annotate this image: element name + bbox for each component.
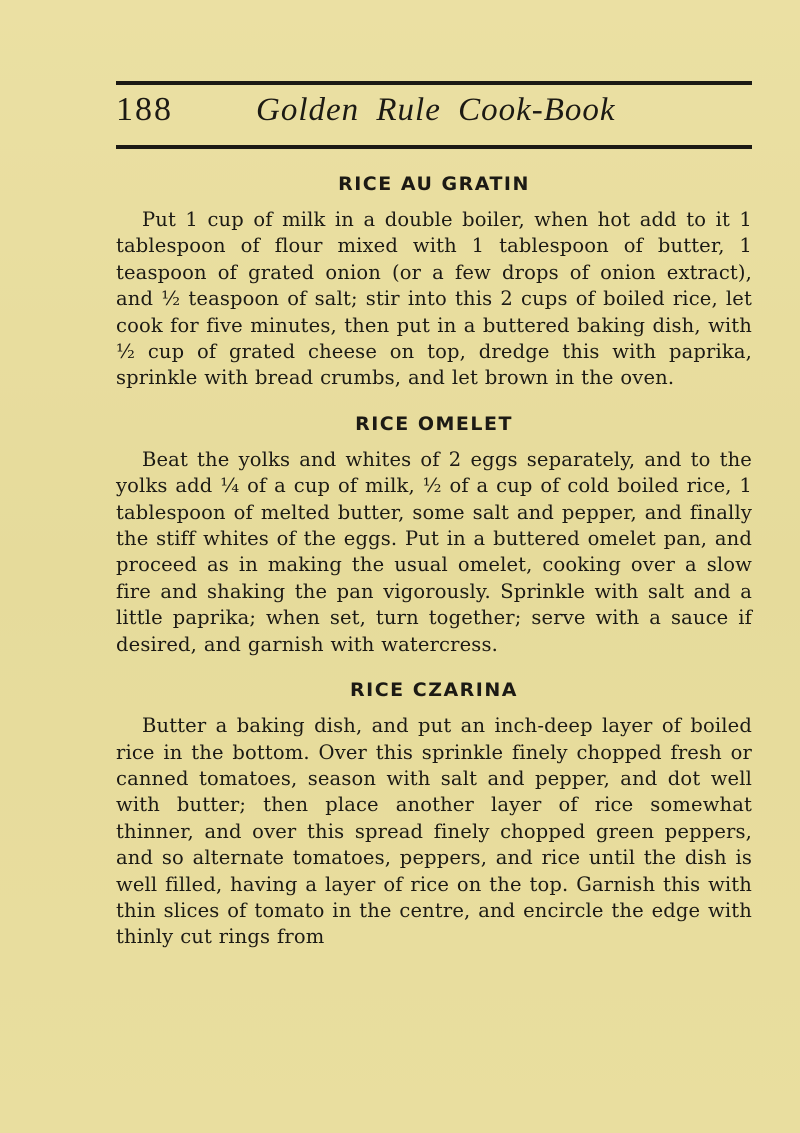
page-number: 188 <box>116 91 173 128</box>
recipe-section <box>116 678 752 951</box>
recipe-title: RICE OMELET <box>355 412 513 435</box>
running-title: Golden Rule Cook-Book <box>256 92 616 128</box>
recipe-section <box>116 412 752 658</box>
recipe-title: RICE AU GRATIN <box>338 173 530 195</box>
recipe-title: RICE CZARINA <box>350 679 518 702</box>
page-body <box>116 172 752 971</box>
page-header <box>116 88 752 138</box>
recipe-section <box>116 172 752 392</box>
recipe-text: Beat the yolks and whites of 2 eggs separately, and to the yolks add ¼ of a cup of milk, ½ of a cup of cold boiled rice, 1 tablespoon of melted butter, some salt and pepper, and finally the stiff whites of the eggs. Put in a buttered omelet pan, and proceed as in making the usual omelet, cooking over a slow fire and shaking the pan vigorously. Sprinkle with salt and a little paprika; when set, turn together; serve with a sauce if desired, and garnish with watercress. <box>116 447 752 656</box>
recipe-text: Put 1 cup of milk in a double boiler, when hot add to it 1 tablespoon of flour mixed with 1 tablespoon of butter, 1 teaspoon of grated onion (or a few drops of onion extract), and ½ teaspoon of salt; stir into this 2 cups of boiled rice, let cook for five minutes, then put in a buttered baking dish, with ½ cup of grated cheese on top, dredge this with paprika, sprinkle with bread crumbs, and let brown in the oven. <box>116 208 752 390</box>
recipe-text: Butter a baking dish, and put an inch-deep layer of boiled rice in the bottom. Over this sprinkle finely chopped fresh or canned tomatoes, season with salt and pepper, and dot well with butter; then place another layer of rice somewhat thinner, and over this spread finely chopped green peppers, and so alternate tomatoes, peppers, and rice until the dish is well filled, having a layer of rice on the top. Garnish this with thin slices of tomato in the centre, and encircle the edge with thinly cut rings from <box>116 714 752 949</box>
header-rule-bottom <box>116 145 752 149</box>
header-rule-top <box>116 81 752 85</box>
